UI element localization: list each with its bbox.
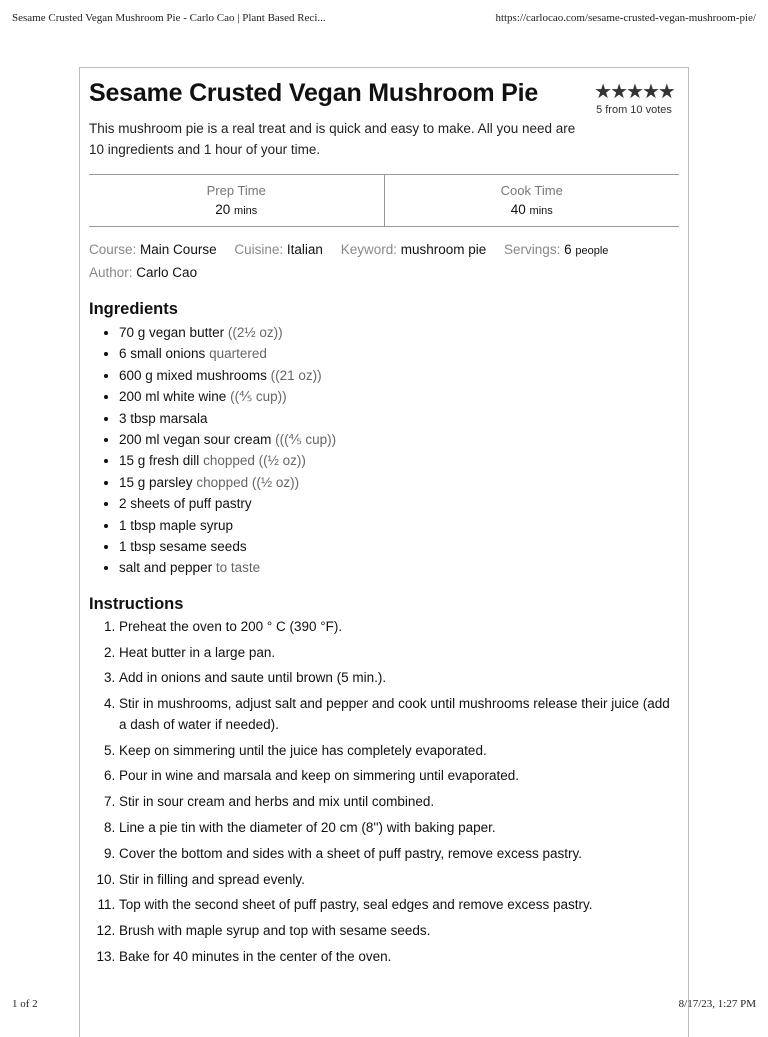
keyword-value: mushroom pie [400,242,487,257]
instructions-heading: Instructions [89,594,184,613]
cook-time [384,175,680,226]
prep-time [89,175,384,226]
ingredient-text: 1 tbsp sesame seeds [119,539,247,555]
course [89,242,217,257]
ingredient-item [119,322,679,343]
print-footer [12,998,756,1010]
ingredient-item [119,429,679,450]
prep-time-number: 20 [215,202,231,217]
servings-label: Servings: [504,242,561,257]
keyword [341,242,487,257]
recipe-title: Sesame Crusted Vegan Mushroom Pie [89,79,539,107]
ingredient-text: 200 ml white wine [119,389,227,405]
servings-value[interactable]: 6 [564,242,572,257]
ingredient-note: chopped ((½ oz)) [196,474,300,490]
ingredient-item [119,408,679,429]
instruction-step: 9. Cover the bottom and sides with a sheet of puff pastry, remove excess pastry. [119,844,679,865]
ingredients-heading: Ingredients [89,300,178,318]
ingredient-item [119,515,679,536]
instruction-step: 13. Bake for 40 minutes in the center of the oven. [119,947,679,968]
instruction-step: 2. Heat butter in a large pan. [119,643,679,664]
ingredient-item [119,365,679,386]
ingredient-item [119,343,679,364]
ingredient-item [119,450,679,471]
servings [504,242,608,257]
prep-time-value [89,202,384,217]
ingredient-text: salt and pepper [119,560,213,576]
cuisine-label: Cuisine: [234,242,284,257]
servings-unit: people [575,245,609,257]
ingredient-item [119,536,679,557]
cook-time-value [385,202,680,217]
cuisine-value: Italian [286,242,323,257]
instruction-step: 7. Stir in sour cream and herbs and mix until combined. [119,792,679,813]
instruction-step: 6. Pour in wine and marsala and keep on simmering until evaporated. [119,766,679,787]
ingredient-note: to taste [215,560,261,576]
author-label: Author: [89,265,133,280]
recipe-meta [89,239,679,284]
instruction-step: 4. Stir in mushrooms, adjust salt and pepper and cook until mushrooms release their juice (add a dash of water if needed). [119,694,679,735]
recipe-times [89,174,679,227]
author-value: Carlo Cao [136,265,198,280]
ingredient-item [119,493,679,514]
instruction-step: 11. Top with the second sheet of puff pastry, seal edges and remove excess pastry. [119,895,679,916]
instructions-list [89,617,679,968]
recipe-summary: This mushroom pie is a real treat and is quick and easy to make. All you need are 10 ingredients and 1 hour of your time. [89,121,576,157]
instruction-step: 1. Preheat the oven to 200 ° C (390 °F). [119,617,679,638]
ingredient-text: 1 tbsp maple syrup [119,517,234,533]
keyword-label: Keyword: [340,242,397,257]
print-timestamp: 8/17/23, 1:27 PM [678,998,756,1010]
ingredient-note: (((⅘ cup)) [275,432,337,448]
instruction-step: 5. Keep on simmering until the juice has completely evaporated. [119,741,679,762]
recipe-rating[interactable] [589,82,679,116]
instruction-step: 10. Stir in filling and spread evenly. [119,870,679,891]
star-rating-icon[interactable]: ★★★★★ [594,81,674,103]
ingredient-text: 3 tbsp marsala [119,410,208,426]
ingredient-item [119,557,679,578]
author [89,265,197,280]
ingredient-note: quartered [209,346,267,362]
prep-time-label: Prep Time [206,183,266,198]
ingredient-text: 600 g mixed mushrooms [119,367,267,383]
ingredient-note: ((2½ oz)) [227,325,283,340]
cuisine [234,242,323,257]
cook-time-number: 40 [510,202,526,217]
print-page-count: 1 of 2 [12,998,38,1010]
ingredient-note: ((⅘ cup)) [230,389,287,405]
ingredient-text: 15 g fresh dill [119,453,200,469]
print-header [12,12,756,24]
cook-time-label: Cook Time [500,183,563,198]
instruction-step: 8. Line a pie tin with the diameter of 20 cm (8'') with baking paper. [119,818,679,839]
prep-time-unit: mins [234,205,258,217]
ingredient-text: 200 ml vegan sour cream [119,432,272,448]
recipe-card [79,67,689,1037]
ingredient-text: 70 g vegan butter [119,325,225,340]
instruction-step: 12. Brush with maple syrup and top with sesame seeds. [119,921,679,942]
print-page-title: Sesame Crusted Vegan Mushroom Pie - Carlo Cao | Plant Based Reci... [12,12,326,24]
ingredient-item [119,472,679,493]
instruction-step: 3. Add in onions and saute until brown (5 min.). [119,668,679,689]
ingredient-note: ((21 oz)) [270,367,322,383]
rating-votes: 5 from 10 votes [596,104,672,116]
course-value: Main Course [140,242,217,257]
cook-time-unit: mins [529,205,553,217]
ingredient-text: 6 small onions [119,346,206,362]
course-label: Course: [89,242,137,257]
ingredient-text: 2 sheets of puff pastry [119,496,252,512]
ingredients-list [89,322,679,579]
ingredient-note: chopped ((½ oz)) [203,453,306,469]
ingredient-item [119,386,679,407]
print-url[interactable]: https://carlocao.com/sesame-crusted-vegan-mushroom-pie/ [495,12,756,24]
ingredient-text: 15 g parsley [119,474,193,490]
